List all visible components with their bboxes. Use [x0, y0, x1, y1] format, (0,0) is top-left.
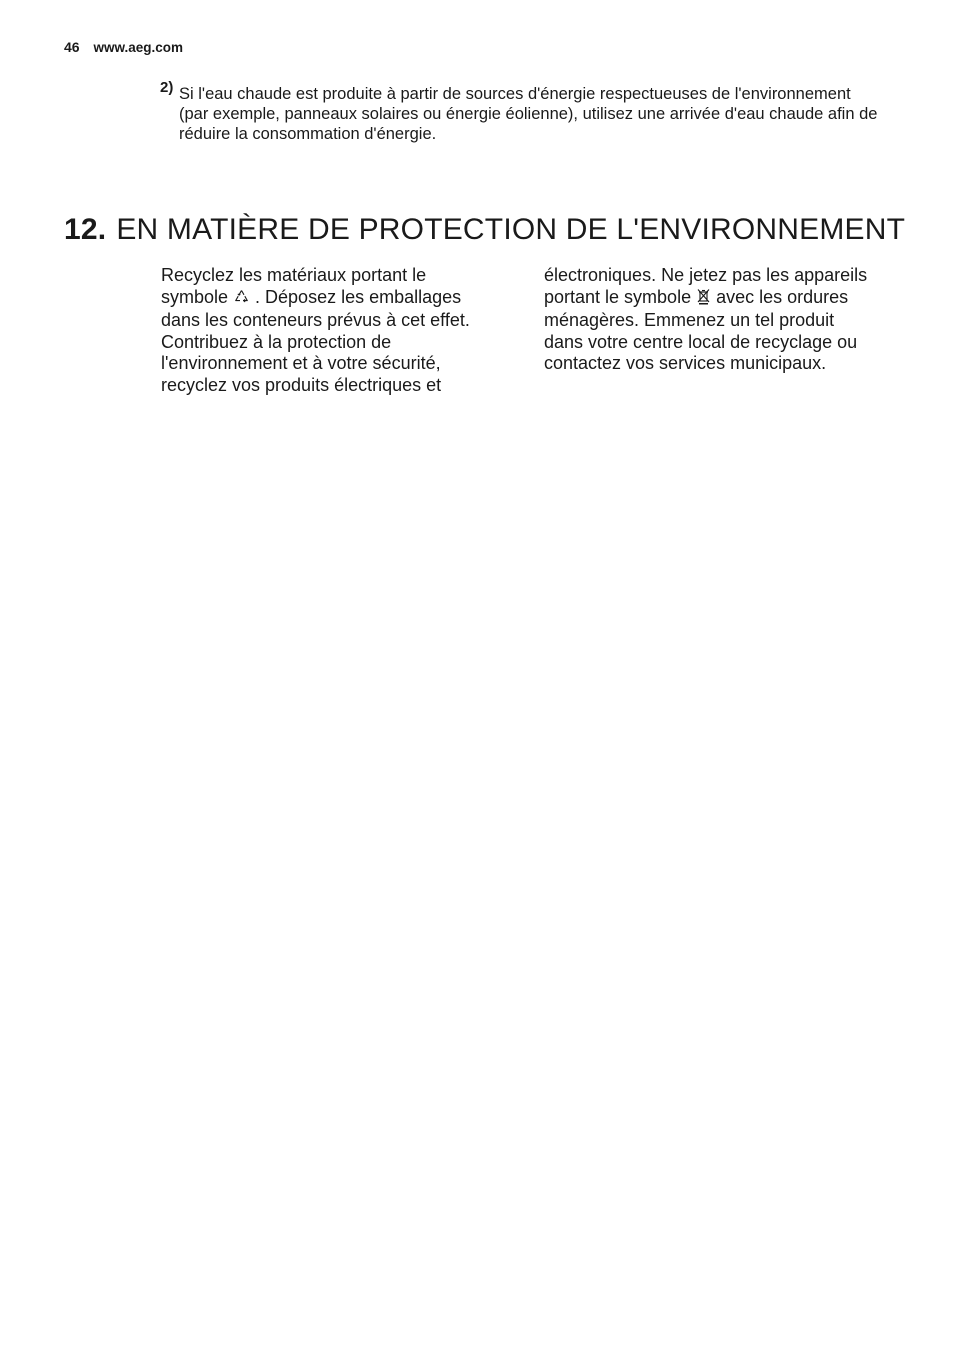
page-header	[64, 38, 183, 57]
page-number: 46	[64, 39, 80, 55]
recycle-paragraph	[161, 265, 491, 332]
section-title-text: EN MATIÈRE DE PROTECTION DE L'ENVIRONNEMENT	[116, 213, 906, 246]
crossed-bin-icon	[697, 288, 710, 311]
section-heading	[64, 210, 905, 250]
website-link[interactable]: www.aeg.com	[93, 40, 183, 55]
disposal-paragraph	[544, 265, 874, 375]
contribute-paragraph: Contribuez à la protection de l'environnement et à votre sécurité, recyclez vos produits électriques et	[161, 331, 442, 395]
footnote-marker: 2)	[160, 79, 174, 96]
section-number: 12.	[64, 213, 107, 246]
recycle-text-start: Recyclez les matériaux portant le symbole	[161, 265, 427, 307]
footnote	[160, 78, 880, 144]
disposal-text-end: avec les ordures ménagères. Emmenez un tel produit dans votre centre local de recyclage ou contactez vos services municipaux.	[544, 286, 858, 373]
footnote-text: Si l'eau chaude est produite à partir de sources d'énergie respectueuses de l'environnement (par exemple, panneaux solaires ou énergie éolienne), utilisez une arrivée d'eau chaude afin de réduire la consommation d'énergie.	[179, 85, 878, 143]
disposal-text-start: électroniques. Ne jetez pas les appareils portant le symbole	[544, 265, 868, 307]
right-column	[544, 265, 874, 375]
recycle-icon	[234, 289, 249, 311]
recycle-text-end: . Déposez les emballages dans les conteneurs prévus à cet effet.	[161, 286, 470, 330]
left-column	[161, 265, 491, 396]
